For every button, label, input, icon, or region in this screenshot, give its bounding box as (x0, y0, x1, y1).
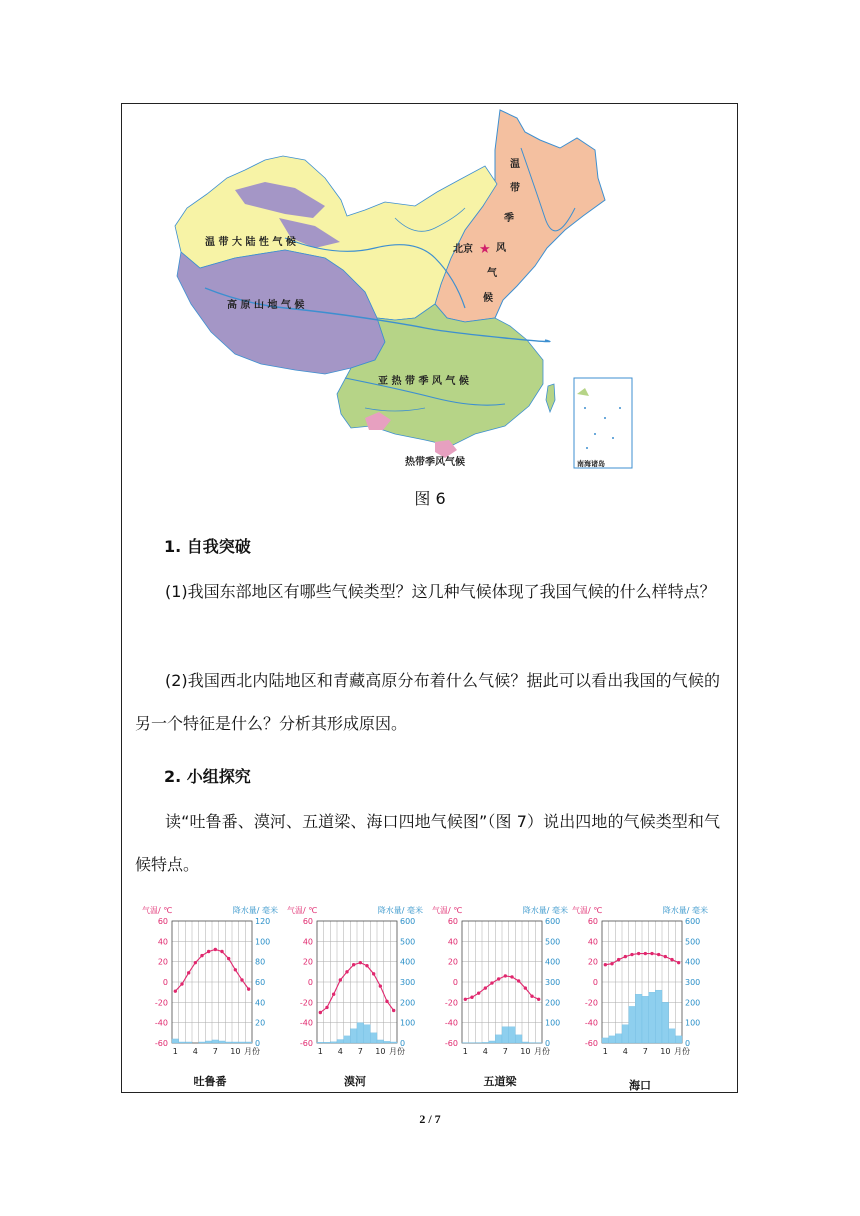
label-south-sea-islands: 南海诸岛 (577, 459, 605, 468)
temp-tick-label: -40 (154, 1018, 168, 1028)
temp-tick-label: 40 (447, 937, 458, 947)
climate-chart-3 (570, 903, 710, 1091)
temp-point (517, 979, 520, 982)
figure-caption: 图 6 (414, 489, 446, 508)
precip-tick-label: 0 (400, 1039, 406, 1048)
temp-tick-label: 0 (592, 978, 598, 987)
precip-tick-label: 40 (255, 998, 266, 1008)
temp-point (650, 952, 653, 955)
month-tick-label: 1 (172, 1047, 178, 1056)
precip-bar (669, 1029, 676, 1043)
precip-tick-label: 500 (545, 937, 561, 947)
precip-bar (324, 1042, 331, 1043)
svg-text:候: 候 (483, 293, 493, 304)
temp-point (670, 958, 673, 961)
precip-bar (615, 1034, 622, 1043)
precip-tick-label: 100 (255, 937, 271, 947)
temp-point (319, 1011, 322, 1014)
temp-point (247, 987, 250, 990)
temp-tick-label: 20 (157, 957, 168, 967)
climate-svg (140, 903, 280, 1073)
precip-bar (317, 1042, 324, 1043)
temp-tick-label: 20 (302, 957, 313, 967)
svg-text:气: 气 (487, 268, 497, 279)
temp-tick-label: -60 (299, 1039, 313, 1048)
temp-point (385, 1000, 388, 1003)
month-tick-label: 1 (462, 1047, 468, 1056)
month-tick-label: 10 (375, 1047, 386, 1056)
star-icon: ★ (479, 242, 491, 257)
temp-axis-label: 气温/ ℃ (432, 906, 463, 915)
temp-point (657, 953, 660, 956)
temp-point (497, 977, 500, 980)
climate-chart-title: 海口 (629, 1079, 651, 1092)
temp-point (214, 948, 217, 951)
temp-point (630, 953, 633, 956)
temp-tick-label: 40 (302, 937, 313, 947)
temp-point (220, 950, 223, 953)
temp-point (624, 955, 627, 958)
precip-tick-label: 200 (685, 998, 701, 1008)
precip-tick-label: 600 (685, 917, 701, 926)
precip-axis-label: 降水量/ 毫米 (377, 906, 423, 915)
precip-bar (212, 1040, 219, 1043)
temp-tick-label: -20 (584, 998, 598, 1008)
precip-bar (239, 1042, 246, 1043)
precip-bar (515, 1035, 522, 1043)
month-unit-label: 月份 (674, 1047, 690, 1056)
temp-point (187, 971, 190, 974)
label-tropical-monsoon: 热带季风气候 (405, 457, 465, 468)
temp-point (477, 991, 480, 994)
precip-bar (245, 1042, 252, 1043)
temp-point (325, 1006, 328, 1009)
label-beijing: 北京 (453, 244, 473, 255)
temp-point (227, 957, 230, 960)
precip-bar (364, 1025, 371, 1043)
month-tick-label: 7 (502, 1047, 508, 1056)
temp-point (610, 962, 613, 965)
precip-bar (219, 1041, 226, 1043)
page-number: 2 / 7 (419, 1112, 441, 1126)
precip-tick-label: 300 (685, 978, 701, 987)
precip-bar (629, 1006, 636, 1043)
precip-axis-label: 降水量/ 毫米 (232, 906, 278, 915)
temp-tick-label: -20 (299, 998, 313, 1008)
precip-bar (622, 1025, 629, 1043)
label-subtropical-monsoon: 亚 热 带 季 风 气 候 (378, 376, 469, 387)
temp-point (392, 1009, 395, 1012)
precip-tick-label: 300 (400, 978, 416, 987)
temp-tick-label: 40 (587, 937, 598, 947)
temp-tick-label: 60 (447, 917, 458, 926)
temp-tick-label: -20 (444, 998, 458, 1008)
temp-point (677, 961, 680, 964)
precip-bar (225, 1042, 232, 1043)
temp-point (332, 993, 335, 996)
precip-bar (489, 1041, 496, 1043)
svg-text:带: 带 (510, 183, 520, 194)
temp-tick-label: -40 (444, 1018, 458, 1028)
temp-point (207, 950, 210, 953)
precip-bar (675, 1036, 682, 1043)
temp-tick-label: 20 (447, 957, 458, 967)
month-tick-label: 10 (520, 1047, 531, 1056)
precip-bar (370, 1033, 377, 1043)
month-tick-label: 1 (317, 1047, 323, 1056)
precip-bar (344, 1036, 351, 1043)
precip-tick-label: 300 (545, 978, 561, 987)
temp-point (180, 982, 183, 985)
precip-tick-label: 0 (685, 1039, 691, 1048)
precip-bar (502, 1027, 509, 1043)
temp-point (637, 952, 640, 955)
precip-tick-label: 500 (400, 937, 416, 947)
climate-chart-title: 吐鲁番 (193, 1075, 227, 1088)
temp-tick-label: 40 (157, 937, 168, 947)
temp-axis-label: 气温/ ℃ (287, 906, 318, 915)
precip-bar (357, 1023, 364, 1043)
temp-tick-label: 0 (162, 978, 168, 987)
month-tick-label: 7 (357, 1047, 363, 1056)
temp-point (352, 963, 355, 966)
svg-text:季: 季 (504, 213, 514, 224)
temp-axis-label: 气温/ ℃ (572, 906, 603, 915)
temp-point (510, 975, 513, 978)
temp-point (537, 998, 540, 1001)
precip-tick-label: 100 (400, 1018, 416, 1028)
precip-bar (172, 1039, 179, 1043)
temp-tick-label: 0 (307, 978, 313, 987)
precip-bar (384, 1041, 391, 1043)
precip-tick-label: 600 (400, 917, 416, 926)
temp-point (490, 981, 493, 984)
precip-bar (350, 1029, 357, 1043)
label-temperate-continental: 温 带 大 陆 性 气 候 (205, 237, 296, 248)
month-tick-label: 7 (642, 1047, 648, 1056)
climate-svg (285, 903, 425, 1073)
temp-point (604, 963, 607, 966)
precip-axis-label: 降水量/ 毫米 (522, 906, 568, 915)
temp-tick-label: 60 (157, 917, 168, 926)
precip-bar (655, 990, 662, 1043)
precip-tick-label: 500 (685, 937, 701, 947)
climate-svg (430, 903, 570, 1073)
climate-chart-2 (430, 903, 570, 1091)
temp-point (524, 986, 527, 989)
precip-bar (522, 1042, 529, 1043)
temp-point (644, 952, 647, 955)
section2-heading: 2. 小组探究 (164, 767, 251, 786)
precip-bar (635, 994, 642, 1043)
precip-bar (330, 1042, 337, 1043)
precip-bar (602, 1038, 609, 1043)
temp-point (470, 996, 473, 999)
month-unit-label: 月份 (389, 1047, 405, 1056)
temp-tick-label: 60 (302, 917, 313, 926)
precip-axis-label: 降水量/ 毫米 (662, 906, 708, 915)
temp-point (194, 961, 197, 964)
temp-tick-label: -60 (154, 1039, 168, 1048)
month-unit-label: 月份 (534, 1047, 550, 1056)
temp-tick-label: 20 (587, 957, 598, 967)
temp-point (664, 955, 667, 958)
precip-bar (199, 1042, 206, 1043)
precip-bar (482, 1042, 489, 1043)
month-tick-label: 10 (660, 1047, 671, 1056)
month-tick-label: 7 (212, 1047, 218, 1056)
month-tick-label: 4 (482, 1047, 488, 1056)
temp-point (339, 978, 342, 981)
question-1: (1)我国东部地区有哪些气候类型？这几种气候体现了我国气候的什么样特点？ (165, 582, 716, 601)
month-tick-label: 4 (337, 1047, 343, 1056)
precip-bar (390, 1042, 397, 1043)
temp-point (200, 954, 203, 957)
month-tick-label: 4 (622, 1047, 628, 1056)
section2-text: 读“吐鲁番、漠河、五道梁、海口四地气候图”（图 7）说出四地的气候类型和气候特点。 (135, 812, 720, 874)
temp-point (372, 972, 375, 975)
precip-bar (662, 1002, 669, 1043)
climate-chart-0 (140, 903, 280, 1091)
precip-tick-label: 400 (400, 957, 416, 967)
temp-tick-label: -40 (584, 1018, 598, 1028)
precip-bar (609, 1036, 616, 1043)
precip-tick-label: 60 (255, 978, 266, 987)
temp-tick-label: -60 (444, 1039, 458, 1048)
precip-bar (495, 1035, 502, 1043)
temp-point (234, 968, 237, 971)
precip-tick-label: 400 (545, 957, 561, 967)
precip-tick-label: 80 (255, 957, 266, 967)
temp-point (504, 974, 507, 977)
temp-point (484, 986, 487, 989)
temp-tick-label: -40 (299, 1018, 313, 1028)
month-tick-label: 4 (192, 1047, 198, 1056)
temp-tick-label: -60 (584, 1039, 598, 1048)
temp-tick-label: 60 (587, 917, 598, 926)
precip-tick-label: 400 (685, 957, 701, 967)
precip-tick-label: 100 (545, 1018, 561, 1028)
temp-point (359, 961, 362, 964)
precip-bar (642, 996, 649, 1043)
temp-point (174, 989, 177, 992)
precip-bar (179, 1042, 186, 1043)
section1-heading: 1. 自我突破 (164, 537, 251, 556)
temp-point (464, 998, 467, 1001)
month-tick-label: 10 (230, 1047, 241, 1056)
precip-bar (185, 1042, 192, 1043)
month-tick-label: 1 (602, 1047, 608, 1056)
temp-point (365, 964, 368, 967)
precip-bar (509, 1027, 516, 1043)
svg-text:温: 温 (510, 159, 520, 170)
temp-point (379, 984, 382, 987)
precip-bar (649, 992, 656, 1043)
precip-tick-label: 120 (255, 917, 271, 926)
precip-tick-label: 100 (685, 1018, 701, 1028)
precip-bar (232, 1042, 239, 1043)
temp-tick-label: -20 (154, 998, 168, 1008)
china-climate-map (165, 108, 635, 470)
question-2: (2)我国西北内陆地区和青藏高原分布着什么气候？据此可以看出我国的气候的另一个特征是什么？分析其形成原因。 (135, 671, 720, 733)
precip-tick-label: 200 (545, 998, 561, 1008)
climate-chart-1 (285, 903, 425, 1091)
temp-axis-label: 气温/ ℃ (142, 906, 173, 915)
temp-point (530, 995, 533, 998)
precip-tick-label: 0 (545, 1039, 551, 1048)
precip-tick-label: 0 (255, 1039, 261, 1048)
precip-bar (205, 1041, 212, 1043)
temp-point (617, 958, 620, 961)
month-unit-label: 月份 (244, 1047, 260, 1056)
label-plateau-mountain: 高 原 山 地 气 候 (227, 300, 305, 311)
climate-charts (140, 903, 720, 1091)
precip-tick-label: 600 (545, 917, 561, 926)
climate-chart-title: 五道梁 (483, 1075, 517, 1088)
precip-tick-label: 20 (255, 1018, 266, 1028)
precip-bar (337, 1040, 344, 1043)
temp-tick-label: 0 (452, 978, 458, 987)
temp-point (345, 970, 348, 973)
climate-chart-title: 漠河 (344, 1075, 366, 1088)
precip-bar (377, 1040, 384, 1043)
climate-svg (570, 903, 710, 1073)
precip-tick-label: 200 (400, 998, 416, 1008)
temp-point (240, 978, 243, 981)
svg-text:风: 风 (496, 243, 506, 254)
